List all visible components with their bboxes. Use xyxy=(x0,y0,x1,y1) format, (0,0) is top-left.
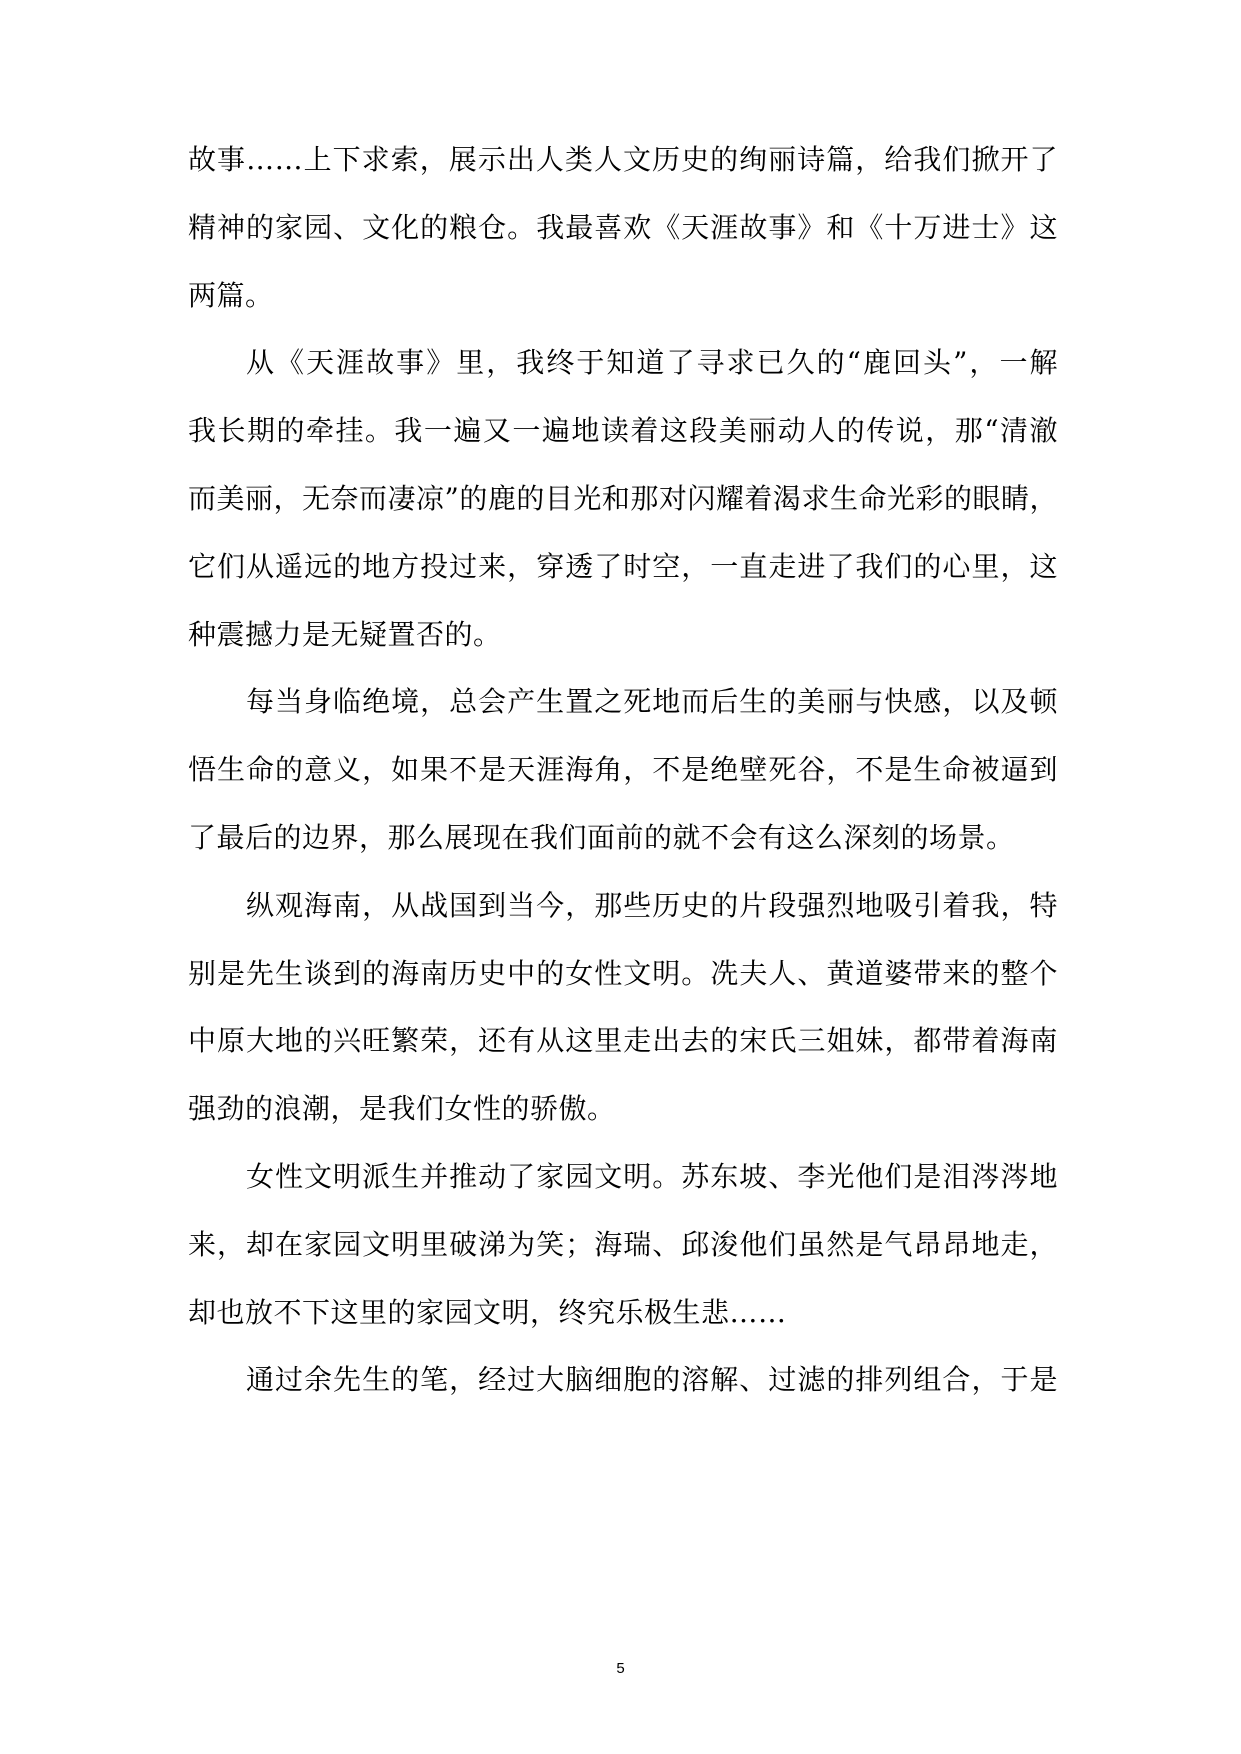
text-line: 而美丽，无奈而凄凉”的鹿的目光和那对闪耀着渴求生命光彩的眼睛， xyxy=(188,481,1058,515)
text-line: 我长期的牵挂。我一遍又一遍地读着这段美丽动人的传说，那“清澈 xyxy=(188,414,1058,448)
page-number: 5 xyxy=(616,1660,625,1677)
text-line: 悟生命的意义，如果不是天涯海角，不是绝壁死谷，不是生命被逼到 xyxy=(188,753,1058,787)
text-line: 从《天涯故事》里，我终于知道了寻求已久的“鹿回头”，一解 xyxy=(246,346,1058,380)
text-line: 两篇。 xyxy=(188,278,274,312)
text-line: 却也放不下这里的家园文明，终究乐极生悲…… xyxy=(188,1295,787,1329)
text-line: 每当身临绝境，总会产生置之死地而后生的美丽与快感，以及顿 xyxy=(246,685,1058,719)
text-line: 通过余先生的笔，经过大脑细胞的溶解、过滤的排列组合，于是 xyxy=(246,1363,1058,1397)
text-line: 精神的家园、文化的粮仓。我最喜欢《天涯故事》和《十万进士》这 xyxy=(188,210,1058,244)
text-line: 故事……上下求索，展示出人类人文历史的绚丽诗篇，给我们掀开了 xyxy=(188,143,1058,176)
text-line: 纵观海南，从战国到当今，那些历史的片段强烈地吸引着我，特 xyxy=(246,888,1058,922)
text-line: 强劲的浪潮，是我们女性的骄傲。 xyxy=(188,1092,616,1126)
text-line: 种震撼力是无疑置否的。 xyxy=(188,617,502,651)
text-line: 别是先生谈到的海南历史中的女性文明。冼夫人、黄道婆带来的整个 xyxy=(188,956,1058,990)
text-line: 它们从遥远的地方投过来，穿透了时空，一直走进了我们的心里，这 xyxy=(188,549,1058,583)
text-line: 来，却在家园文明里破涕为笑；海瑞、邱浚他们虽然是气昂昂地走， xyxy=(188,1227,1058,1261)
text-line: 女性文明派生并推动了家园文明。苏东坡、李光他们是泪涔涔地 xyxy=(246,1159,1058,1193)
body-text xyxy=(188,126,1058,1414)
text-line: 中原大地的兴旺繁荣，还有从这里走出去的宋氏三姐妹，都带着海南 xyxy=(188,1024,1058,1058)
text-line: 了最后的边界，那么展现在我们面前的就不会有这么深刻的场景。 xyxy=(188,820,1015,854)
